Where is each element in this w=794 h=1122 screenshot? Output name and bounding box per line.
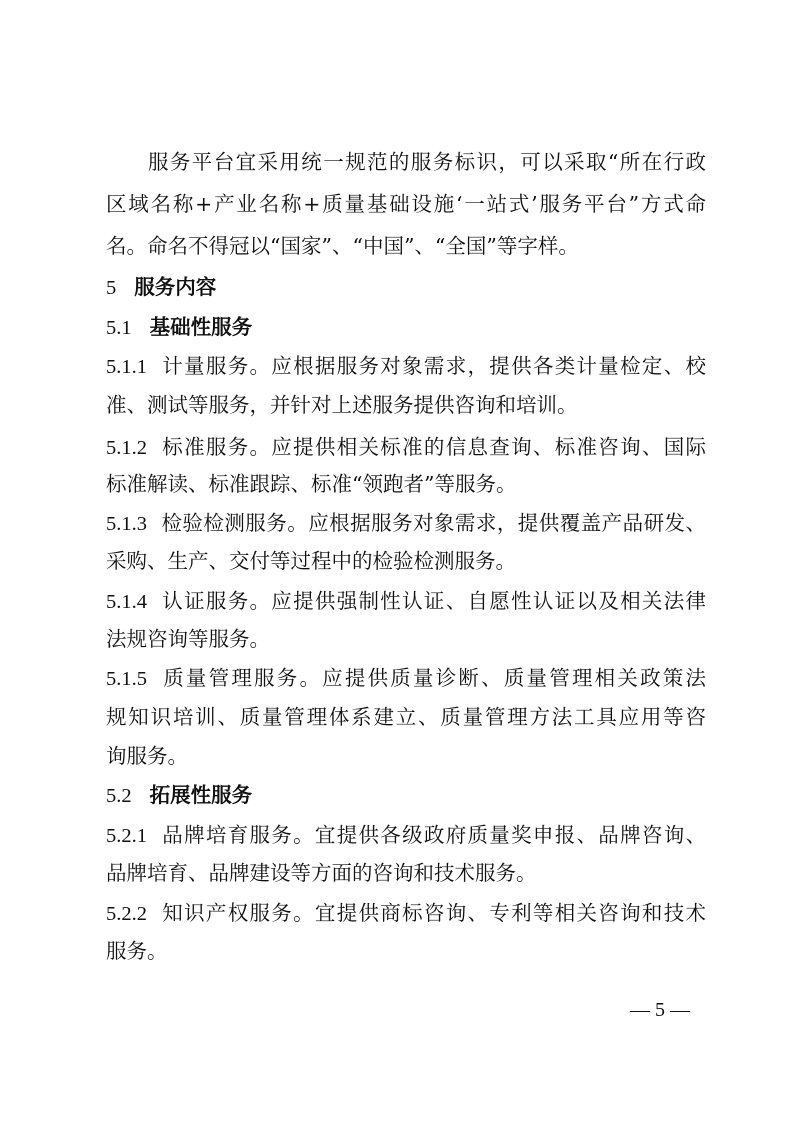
- clause-5-1-1-line-2: 准、测试等服务，并针对上述服务提供咨询和培训。: [106, 393, 578, 417]
- clause-5-1-1-line-1: [106, 352, 706, 381]
- clause-5-1-2-line-1: [106, 433, 706, 462]
- section-title: 服务内容: [134, 275, 217, 299]
- clause-number: 5.1.5: [106, 668, 147, 690]
- intro-line-1: 服务平台宜采用统一规范的服务标识，可以采取“所在行政: [148, 150, 706, 174]
- clause-5-1-2-line-2: 标准解读、标准跟踪、标准“领跑者”等服务。: [106, 472, 517, 496]
- intro-line-3: 名。命名不得冠以“国家”、“中国”、“全国”等字样。: [106, 234, 579, 258]
- clause-5-1-5-line-1: [106, 664, 706, 693]
- clause-5-1-5-line-3: 询服务。: [106, 744, 188, 768]
- clause-text: 知识产权服务。宜提供商标咨询、专利等相关咨询和技术: [161, 901, 706, 925]
- clause-5-1-3-line-1: [106, 509, 706, 538]
- section-title: 拓展性服务: [149, 783, 253, 807]
- clause-number: 5.1.4: [106, 591, 147, 613]
- clause-text: 标准服务。应提供相关标准的信息查询、标准咨询、国际: [161, 435, 706, 459]
- section-number: 5.2: [106, 785, 132, 807]
- clause-5-1-4-line-2: 法规咨询等服务。: [106, 627, 270, 651]
- section-number: 5.1: [106, 317, 132, 339]
- section-title: 基础性服务: [149, 315, 253, 339]
- clause-text: 品牌培育服务。宜提供各级政府质量奖申报、品牌咨询、: [161, 823, 706, 847]
- clause-5-1-3-line-2: 采购、生产、交付等过程中的检验检测服务。: [106, 549, 516, 573]
- clause-5-1-4-line-1: [106, 587, 706, 616]
- clause-number: 5.2.2: [106, 903, 147, 925]
- clause-text: 认证服务。应提供强制性认证、自愿性认证以及相关法律: [161, 589, 706, 613]
- clause-number: 5.2.1: [106, 825, 147, 847]
- clause-5-2-1-line-1: [106, 821, 706, 850]
- clause-number: 5.1.1: [106, 356, 147, 378]
- section-number: 5: [106, 277, 117, 299]
- intro-line-2: 区域名称+产业名称+质量基础设施‘一站式’服务平台”方式命: [106, 192, 706, 216]
- clause-5-1-5-line-2: 规知识培训、质量管理体系建立、质量管理方法工具应用等咨: [106, 705, 706, 729]
- section-5-heading: [106, 273, 216, 302]
- section-5-1-heading: [106, 313, 252, 342]
- clause-number: 5.1.2: [106, 437, 147, 459]
- clause-text: 检验检测服务。应根据服务对象需求，提供覆盖产品研发、: [161, 511, 706, 535]
- clause-5-2-2-line-1: [106, 899, 706, 928]
- clause-text: 计量服务。应根据服务对象需求，提供各类计量检定、校: [161, 354, 706, 378]
- clause-number: 5.1.3: [106, 513, 147, 535]
- clause-text: 质量管理服务。应提供质量诊断、质量管理相关政策法: [161, 666, 706, 690]
- clause-5-2-1-line-2: 品牌培育、品牌建设等方面的咨询和技术服务。: [106, 861, 537, 885]
- page-number: — 5 —: [630, 999, 690, 1021]
- clause-5-2-2-line-2: 服务。: [106, 939, 168, 963]
- section-5-2-heading: [106, 781, 252, 810]
